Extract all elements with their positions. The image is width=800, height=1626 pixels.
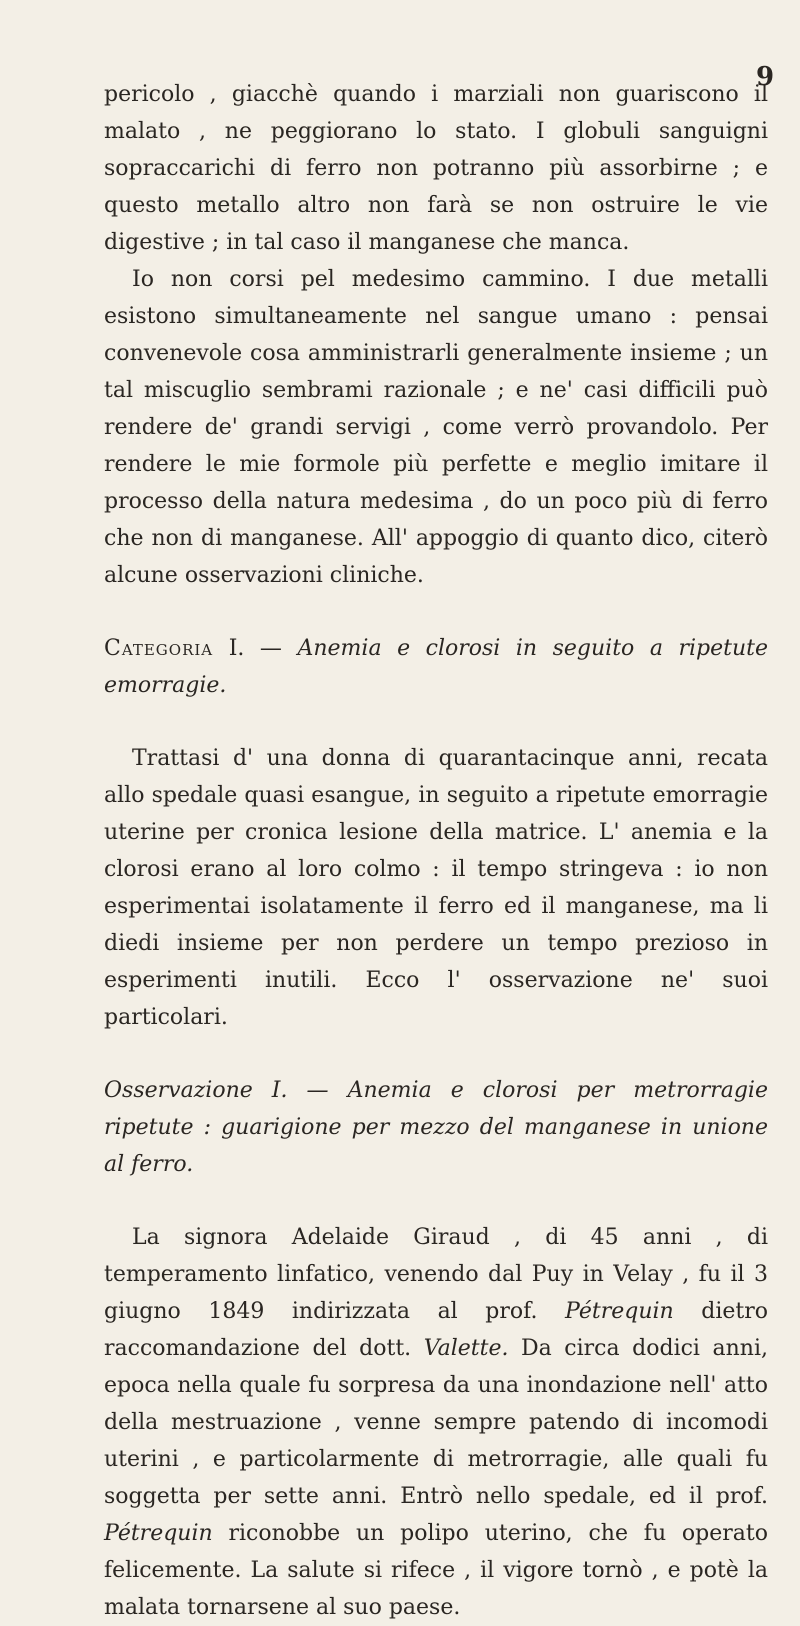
page-number: 9 <box>756 62 775 92</box>
observation-heading <box>104 1072 768 1183</box>
observation-title: Osservazione I. — Anemia e clorosi per metrorragie ripetute : guarigione per mezzo del manganese in unione al ferro. <box>104 1078 768 1177</box>
category-title: Anemia e clorosi in seguito a ripetute emorragie. <box>104 636 769 698</box>
category-number: I. <box>228 636 245 661</box>
category-heading <box>104 630 768 704</box>
p4-text-d: riconobbe un polipo uterino, che fu operato felicemente. La salute si rifece , il vigore tornò , e potè la malata tornarsene al suo paese. <box>104 1521 768 1620</box>
category-dash: — <box>259 636 282 661</box>
p4-text-a: La signora Adelaide Giraud , di 45 anni , di temperamento linfatico, venendo dal Puy in Velay , fu il 3 giugno 1849 indirizzata al prof. <box>104 1225 768 1324</box>
p4-text-b: dietro raccomandazione del dott. <box>104 1299 768 1361</box>
category-label: Categoria <box>104 636 214 661</box>
paragraph-1: pericolo , giacchè quando i marziali non guariscono il malato , ne peggiorano lo stato. I globuli sanguigni sopraccarichi di ferro non potranno più assorbirne ; e questo metallo altro non farà se non ostruire le vie digestive ; in tal caso il manganese che manca. <box>104 82 768 255</box>
paragraph-3: Trattasi d' una donna di quarantacinque anni, recata allo spedale quasi esangue, in seguito a ripetute emorragie uterine per cronica lesione della matrice. L' anemia e la clorosi erano al loro colmo : il tempo stringeva : io non esperimentai isolatamente il ferro ed il manganese, ma li diedi insieme per non perdere un tempo prezioso in esperimenti inutili. Ecco l' osservazione ne' suoi particolari. <box>104 746 768 1030</box>
paragraph-2: Io non corsi pel medesimo cammino. I due metalli esistono simultaneamente nel sangue umano : pensai convenevole cosa amministrarli generalmente insieme ; un tal miscuglio sembrami razionale ; e ne' casi difficili può rendere de' grandi servigi , come verrò provandolo. Per rendere le mie formole più perfette e meglio imitare il processo della natura medesima , do un poco più di ferro che non di manganese. All' appoggio di quanto dico, citerò alcune osservazioni cliniche. <box>104 267 768 588</box>
paragraph-4 <box>104 1219 768 1626</box>
p4-text-c: Da circa dodici anni, epoca nella quale fu sorpresa da una inondazione nell' atto della mestruazione , venne sempre patendo di incomodi uterini , e particolarmente di metrorragie, alle quali fu soggetta per sette anni. Entrò nello spedale, ed il prof. <box>104 1336 768 1509</box>
p4-name-3: Pétrequin <box>104 1521 213 1546</box>
p4-name-2: Valette. <box>423 1336 509 1361</box>
p4-name-1: Pétrequin <box>565 1299 674 1324</box>
body-text <box>104 76 768 1626</box>
